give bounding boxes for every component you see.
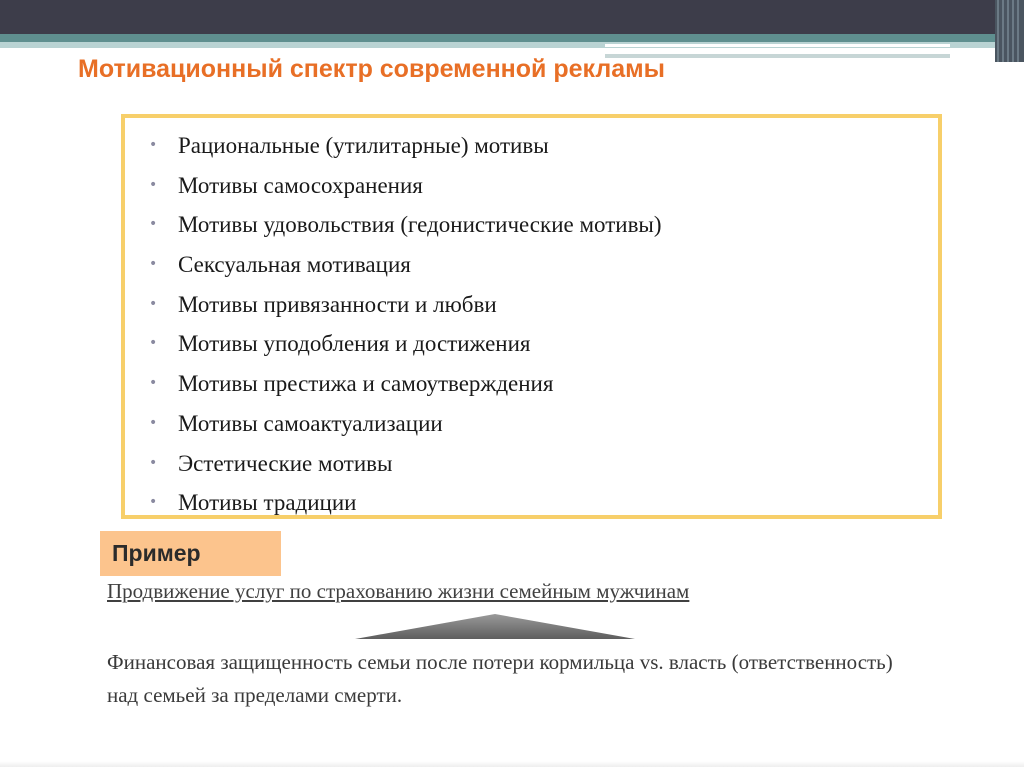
list-item — [149, 324, 938, 364]
list-item-label: Мотивы удовольствия (гедонистические мотивы) — [178, 212, 662, 238]
example-label: Пример — [112, 540, 201, 566]
list-item — [149, 364, 938, 404]
list-item — [149, 285, 938, 325]
motives-box — [121, 114, 942, 519]
slide-title: Мотивационный спектр современной рекламы — [78, 55, 665, 83]
list-item — [149, 205, 938, 245]
bullet-dot-icon: • — [149, 454, 158, 471]
list-item — [149, 444, 938, 484]
bullet-dot-icon: • — [149, 414, 158, 431]
header-corner-lines — [997, 0, 1021, 62]
example-tag — [100, 531, 281, 576]
conclusion-text: Финансовая защищенность семьи после потери кормильца vs. власть (ответственность) над семьей за пределами смерти. — [107, 650, 893, 707]
bottom-shadow — [0, 761, 1024, 767]
list-item — [149, 483, 938, 523]
list-item-label: Мотивы традиции — [178, 490, 357, 516]
list-item-label: Мотивы уподобления и достижения — [178, 331, 531, 357]
list-item-label: Мотивы престижа и самоутверждения — [178, 371, 554, 397]
bullet-dot-icon: • — [149, 216, 158, 233]
promo-link[interactable]: Продвижение услуг по страхованию жизни семейным мужчинам — [107, 579, 690, 603]
list-item-label: Мотивы самоактуализации — [178, 410, 443, 436]
motives-list — [125, 118, 938, 523]
list-item-label: Сексуальная мотивация — [178, 252, 411, 278]
list-item — [149, 126, 938, 166]
header-band — [0, 0, 1024, 34]
bullet-dot-icon: • — [149, 137, 158, 153]
bullet-dot-icon: • — [149, 295, 158, 312]
list-item — [149, 245, 938, 285]
bullet-dot-icon: • — [149, 256, 158, 273]
bullet-dot-icon: • — [149, 375, 158, 392]
triangle-divider-icon — [355, 614, 635, 639]
list-item-label: Мотивы привязанности и любви — [178, 291, 497, 317]
list-item-label: Мотивы самосохранения — [178, 172, 423, 198]
list-item — [149, 166, 938, 206]
bullet-dot-icon: • — [149, 335, 158, 352]
list-item-label: Рациональные (утилитарные) мотивы — [178, 133, 549, 158]
header-stripe-white — [605, 44, 950, 47]
list-item — [149, 404, 938, 444]
bullet-dot-icon: • — [149, 494, 158, 511]
bullet-dot-icon: • — [149, 176, 158, 193]
list-item-label: Эстетические мотивы — [178, 450, 393, 476]
header-stripe-teal — [0, 34, 1024, 42]
